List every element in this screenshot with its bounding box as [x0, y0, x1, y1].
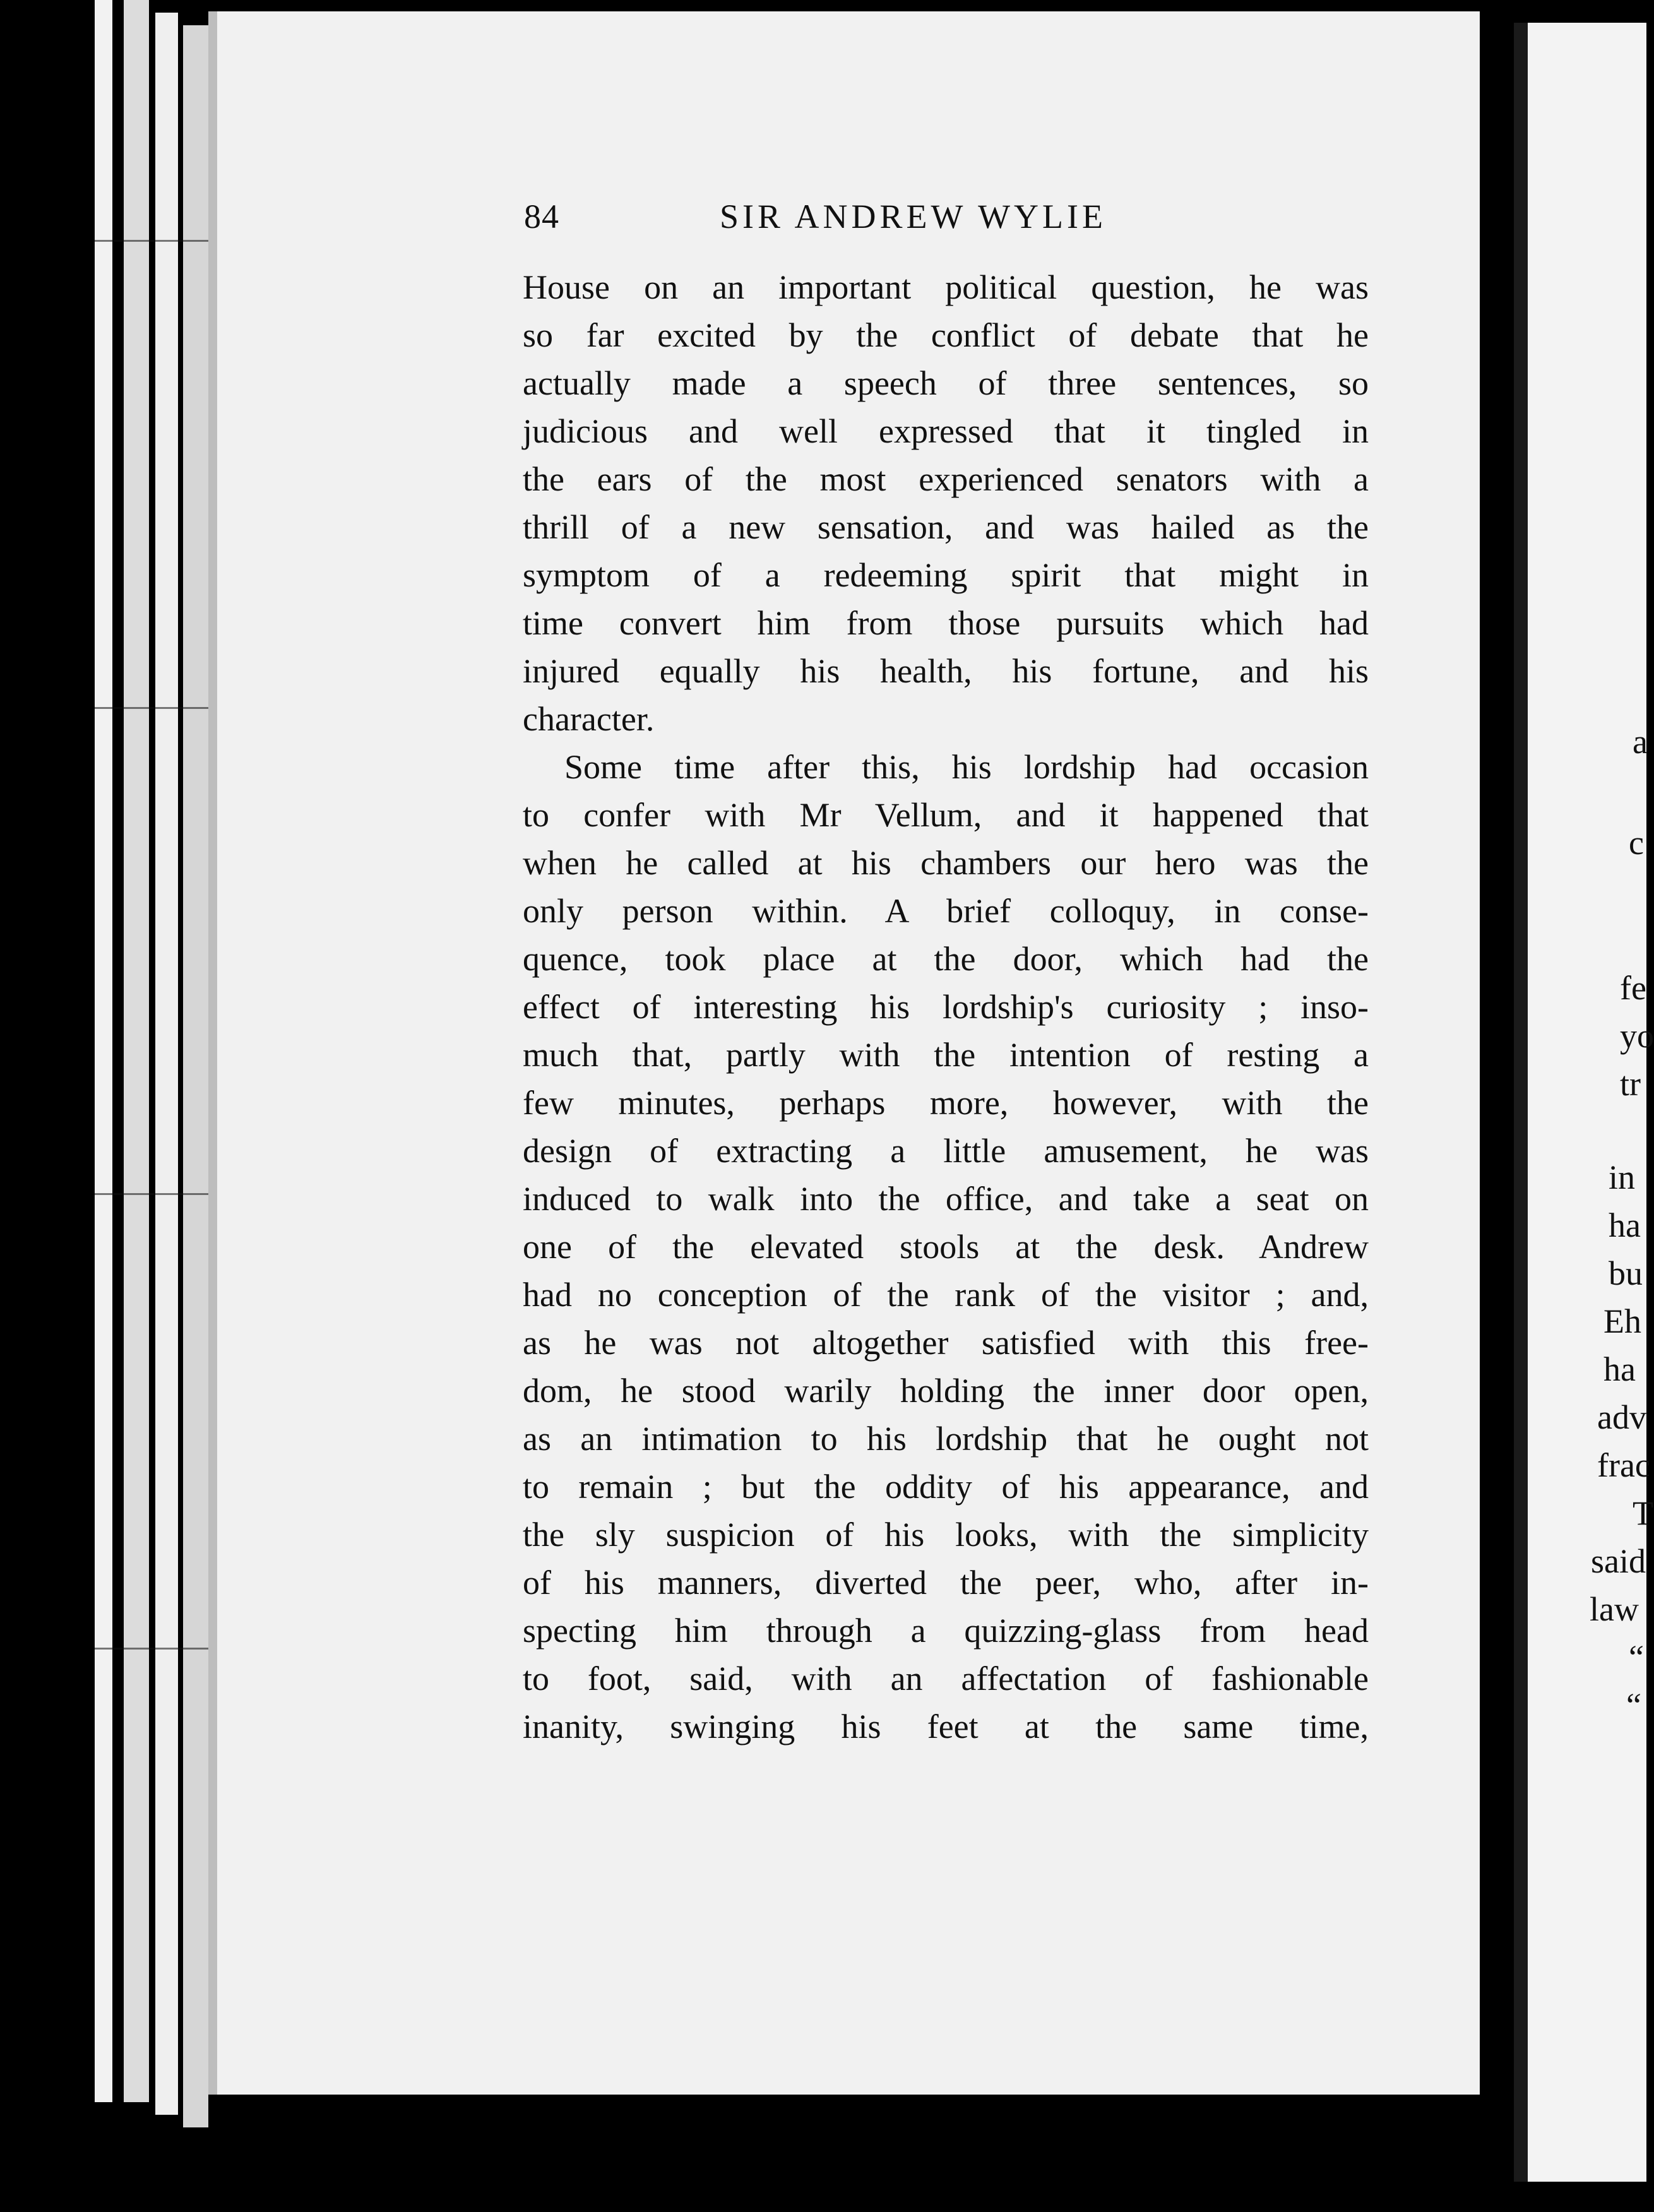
fragment: said	[1591, 1542, 1646, 1580]
fragment: T	[1633, 1494, 1653, 1532]
page-number: 84	[524, 198, 559, 235]
text-line: of his manners, diverted the peer, who, after in-	[523, 1564, 1369, 1602]
edge-streak	[95, 1648, 215, 1650]
page-edge	[183, 25, 208, 2127]
page-edge	[124, 0, 149, 2102]
text-line: the sly suspicion of his looks, with the simplicity	[523, 1516, 1369, 1554]
text-line: effect of interesting his lordship's curiosity ; inso-	[523, 988, 1369, 1026]
page-edge	[95, 0, 112, 2102]
text-line: much that, partly with the intention of resting a	[523, 1036, 1369, 1074]
fragment: ha	[1609, 1206, 1641, 1244]
text-line: Some time after this, his lordship had occasion	[564, 748, 1369, 786]
fragment: “	[1629, 1638, 1644, 1676]
text-line: induced to walk into the office, and take a seat on	[523, 1180, 1369, 1218]
fragment: Eh	[1603, 1302, 1641, 1340]
text-line: had no conception of the rank of the visitor ; and,	[523, 1276, 1369, 1314]
fragment: yo	[1620, 1017, 1654, 1055]
text-line: thrill of a new sensation, and was hailed as the	[523, 508, 1369, 546]
edge-streak	[95, 1193, 215, 1195]
text-line: as he was not altogether satisfied with this free-	[523, 1324, 1369, 1362]
page-header	[524, 197, 1174, 241]
fragment: frac	[1597, 1446, 1650, 1484]
text-line: specting him through a quizzing-glass from head	[523, 1612, 1369, 1650]
text-line: time convert him from those pursuits which had	[523, 604, 1369, 642]
text-line: inanity, swinging his feet at the same time,	[523, 1708, 1369, 1745]
fragment: ha	[1603, 1350, 1636, 1388]
fragment: tr	[1620, 1065, 1641, 1103]
fragment: bu	[1609, 1254, 1643, 1292]
text-line: to confer with Mr Vellum, and it happened that	[523, 796, 1369, 834]
text-line: House on an important political question, he was	[523, 268, 1369, 306]
edge-streak	[95, 707, 215, 709]
text-line: when he called at his chambers our hero was the	[523, 844, 1369, 882]
text-line: injured equally his health, his fortune, and his	[523, 652, 1369, 690]
text-line: few minutes, perhaps more, however, with the	[523, 1084, 1369, 1122]
fragment: c	[1629, 824, 1644, 862]
running-head: SIR ANDREW WYLIE	[720, 198, 1107, 235]
text-line: design of extracting a little amusement, he was	[523, 1132, 1369, 1170]
text-line: only person within. A brief colloquy, in conse-	[523, 892, 1369, 930]
text-line: quence, took place at the door, which had the	[523, 940, 1369, 978]
fragment: a	[1633, 723, 1648, 761]
text-line: character.	[523, 700, 655, 738]
text-line: symptom of a redeeming spirit that might in	[523, 556, 1369, 594]
text-line: the ears of the most experienced senators with a	[523, 460, 1369, 498]
text-line: dom, he stood warily holding the inner door open,	[523, 1372, 1369, 1410]
text-line: one of the elevated stools at the desk. Andrew	[523, 1228, 1369, 1266]
text-line: to foot, said, with an affectation of fashionable	[523, 1660, 1369, 1698]
text-line: actually made a speech of three sentences, so	[523, 364, 1369, 402]
text-line: to remain ; but the oddity of his appearance, and	[523, 1468, 1369, 1506]
text-line: as an intimation to his lordship that he ought not	[523, 1420, 1369, 1458]
text-line: so far excited by the conflict of debate that he	[523, 316, 1369, 354]
fragment: in	[1609, 1158, 1636, 1196]
text-line: judicious and well expressed that it tingled in	[523, 412, 1369, 450]
fragment: fe	[1620, 969, 1646, 1007]
page-edge	[155, 13, 178, 2115]
edge-streak	[95, 240, 215, 242]
fragment: law	[1590, 1590, 1639, 1628]
fragment: “	[1626, 1686, 1641, 1724]
fragment: adv	[1597, 1398, 1646, 1436]
